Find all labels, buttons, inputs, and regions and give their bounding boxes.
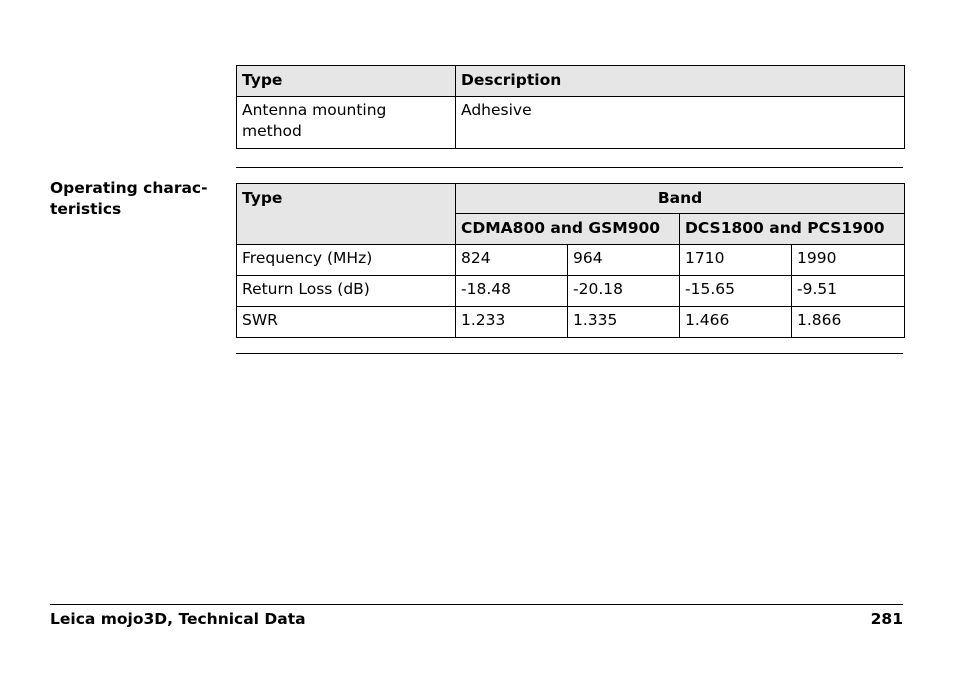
table-row <box>237 307 905 338</box>
table-header-row <box>237 66 905 97</box>
table-cell: 1.466 <box>680 307 792 338</box>
section-divider <box>236 353 903 354</box>
type-header: Type <box>237 184 456 245</box>
table-cell: 824 <box>456 245 568 276</box>
cdma-gsm-header: CDMA800 and GSM900 <box>456 214 680 245</box>
band-header: Band <box>456 184 905 214</box>
footer-title: Leica mojo3D, Technical Data <box>50 610 306 628</box>
row-label: Return Loss (dB) <box>237 276 456 307</box>
dcs-pcs-header: DCS1800 and PCS1900 <box>680 214 905 245</box>
footer-rule <box>50 604 903 605</box>
section-label-text: Operating charac-teristics <box>50 179 208 218</box>
page-number: 281 <box>870 610 903 628</box>
section-divider <box>236 167 903 168</box>
row-label: SWR <box>237 307 456 338</box>
table-cell: -9.51 <box>792 276 905 307</box>
table-cell: -20.18 <box>568 276 680 307</box>
type-header: Type <box>237 66 456 97</box>
operating-characteristics-table <box>236 183 905 338</box>
table-cell: -15.65 <box>680 276 792 307</box>
table-cell: 1710 <box>680 245 792 276</box>
table-cell: 964 <box>568 245 680 276</box>
table-row <box>237 276 905 307</box>
row-label: Frequency (MHz) <box>237 245 456 276</box>
table-cell: -18.48 <box>456 276 568 307</box>
description-header: Description <box>456 66 905 97</box>
section-label <box>50 178 220 220</box>
table-cell: 1.335 <box>568 307 680 338</box>
table-cell: 1.866 <box>792 307 905 338</box>
antenna-mounting-table <box>236 65 905 149</box>
table-cell: 1990 <box>792 245 905 276</box>
table-row <box>237 97 905 149</box>
table-header-row <box>237 184 905 214</box>
table-cell: 1.233 <box>456 307 568 338</box>
table-row <box>237 245 905 276</box>
description-cell: Adhesive <box>456 97 905 149</box>
type-cell: Antenna mounting method <box>237 97 456 149</box>
